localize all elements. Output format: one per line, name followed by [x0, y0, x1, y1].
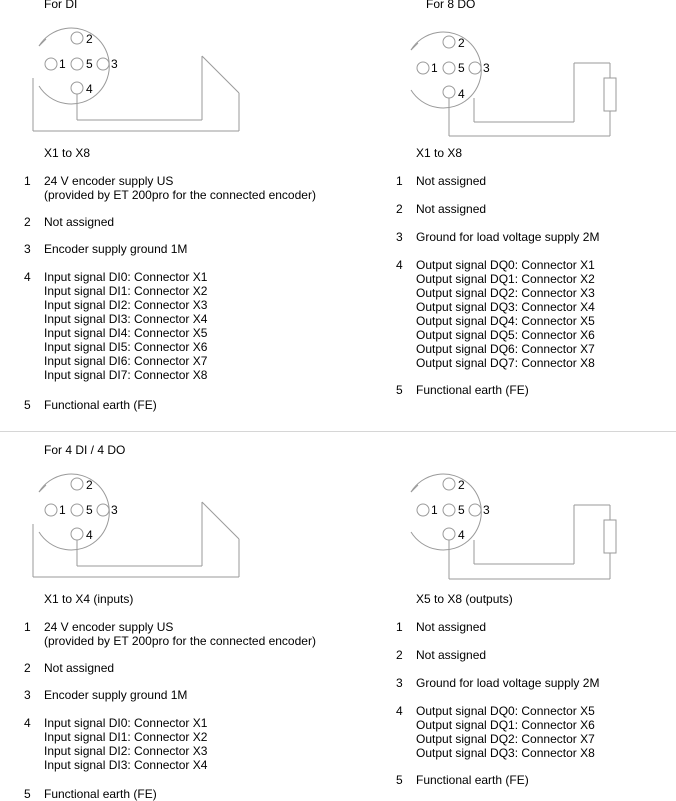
pin-label-1: 1 [59, 503, 66, 517]
panel-title-8do: For 8 DO [426, 0, 476, 11]
pin-number: 4 [396, 258, 403, 272]
pin-description: Input signal DI6: Connector X7 [44, 354, 208, 368]
pin-circle-3 [469, 504, 481, 516]
connector-key [411, 485, 418, 492]
pin-label-1: 1 [431, 503, 438, 517]
pin-label-2: 2 [86, 32, 93, 46]
pin-description: Output signal DQ3: Connector X8 [416, 746, 595, 760]
pin-description: Output signal DQ3: Connector X4 [416, 300, 595, 314]
pin-description: (provided by ET 200pro for the connected encoder) [44, 634, 316, 648]
pin-description: Not assigned [416, 202, 487, 216]
pin-description: Output signal DQ1: Connector X2 [416, 272, 595, 286]
pin-description: Encoder supply ground 1M [44, 242, 188, 256]
panel-subtitle-8do: X1 to X8 [416, 146, 463, 160]
pin-label-1: 1 [59, 57, 66, 71]
pin-circle-4 [443, 528, 455, 540]
pin-description: Input signal DI2: Connector X3 [44, 744, 208, 758]
panel-subtitle-di: X1 to X8 [44, 146, 91, 160]
pin-number: 1 [396, 620, 403, 634]
pin-number: 3 [396, 230, 403, 244]
pin-number: 5 [396, 383, 403, 397]
pin-label-2: 2 [458, 478, 465, 492]
pin-description: Functional earth (FE) [44, 787, 157, 801]
pin-description: Output signal DQ5: Connector X6 [416, 328, 595, 342]
pin-description: Ground for load voltage supply 2M [416, 676, 600, 690]
pin-label-5: 5 [86, 503, 93, 517]
pin-description: Not assigned [416, 620, 487, 634]
pin-label-5: 5 [458, 503, 465, 517]
pin-label-3: 3 [111, 503, 118, 517]
pin-description: Not assigned [44, 215, 115, 229]
pin-number: 3 [396, 676, 403, 690]
pin-label-5: 5 [86, 57, 93, 71]
pin-description: Output signal DQ7: Connector X8 [416, 356, 595, 370]
pin-description: Input signal DI0: Connector X1 [44, 270, 208, 284]
pin-label-4: 4 [86, 82, 93, 96]
pin-number: 2 [24, 215, 31, 229]
pin-circle-2 [443, 478, 455, 490]
pin-description: Output signal DQ4: Connector X5 [416, 314, 595, 328]
pin-label-2: 2 [86, 478, 93, 492]
pin-label-4: 4 [86, 528, 93, 542]
load-resistor [604, 520, 616, 553]
pin-description: 24 V encoder supply US [44, 620, 174, 634]
pin-label-4: 4 [458, 87, 465, 101]
pin-description: Input signal DI1: Connector X2 [44, 730, 208, 744]
pin-description: Output signal DQ2: Connector X3 [416, 286, 595, 300]
pin-number: 3 [24, 688, 31, 702]
panel-title-di: For DI [44, 0, 78, 11]
pin-description: Functional earth (FE) [416, 773, 529, 787]
pin-circle-5 [443, 504, 455, 516]
pin-label-1: 1 [431, 61, 438, 75]
pin-number: 1 [396, 174, 403, 188]
pin-description: Not assigned [416, 174, 487, 188]
pin-number: 2 [24, 661, 31, 675]
pin-description: Input signal DI5: Connector X6 [44, 340, 208, 354]
pin-description: Output signal DQ1: Connector X6 [416, 718, 595, 732]
pin-number: 2 [396, 202, 403, 216]
pin-description: Input signal DI7: Connector X8 [44, 368, 208, 382]
pin-number: 1 [24, 174, 31, 188]
pin-description: Functional earth (FE) [44, 398, 157, 412]
pin-description: Not assigned [44, 661, 115, 675]
pin-description: Input signal DI2: Connector X3 [44, 298, 208, 312]
pin-description: Input signal DI3: Connector X4 [44, 312, 208, 326]
pin-number: 2 [396, 648, 403, 662]
pin-label-3: 3 [483, 503, 490, 517]
pin-number: 1 [24, 620, 31, 634]
pin-number: 5 [24, 787, 31, 801]
pin-description: Functional earth (FE) [416, 383, 529, 397]
pin-description: Not assigned [416, 648, 487, 662]
pin-description: (provided by ET 200pro for the connected encoder) [44, 188, 316, 202]
pin-description: Ground for load voltage supply 2M [416, 230, 600, 244]
pin-label-4: 4 [458, 528, 465, 542]
pin-label-2: 2 [458, 36, 465, 50]
panel-subtitle-4di: X1 to X4 (inputs) [44, 592, 134, 606]
pin-description: Input signal DI1: Connector X2 [44, 284, 208, 298]
pin-description: Encoder supply ground 1M [44, 688, 188, 702]
pin-description: Output signal DQ2: Connector X7 [416, 732, 595, 746]
panel-title-4di4do: For 4 DI / 4 DO [44, 443, 126, 457]
pin-description: Input signal DI3: Connector X4 [44, 758, 208, 772]
pin-number: 4 [24, 716, 31, 730]
pin-description: 24 V encoder supply US [44, 174, 174, 188]
pin-number: 5 [396, 773, 403, 787]
pin-description: Output signal DQ6: Connector X7 [416, 342, 595, 356]
pin-description: Input signal DI4: Connector X5 [44, 326, 208, 340]
pin-label-3: 3 [111, 57, 118, 71]
pin-label-5: 5 [458, 61, 465, 75]
pin-number: 3 [24, 242, 31, 256]
pin-circle-1 [417, 504, 429, 516]
connector-outline [411, 474, 481, 550]
pin-description: Output signal DQ0: Connector X1 [416, 258, 595, 272]
pin-number: 4 [24, 270, 31, 284]
pin-number: 5 [24, 398, 31, 412]
pin-description: Output signal DQ0: Connector X5 [416, 704, 595, 718]
pin-label-3: 3 [483, 61, 490, 75]
panel-subtitle-4do: X5 to X8 (outputs) [416, 592, 513, 606]
pin-description: Input signal DI0: Connector X1 [44, 716, 208, 730]
pin-number: 4 [396, 704, 403, 718]
